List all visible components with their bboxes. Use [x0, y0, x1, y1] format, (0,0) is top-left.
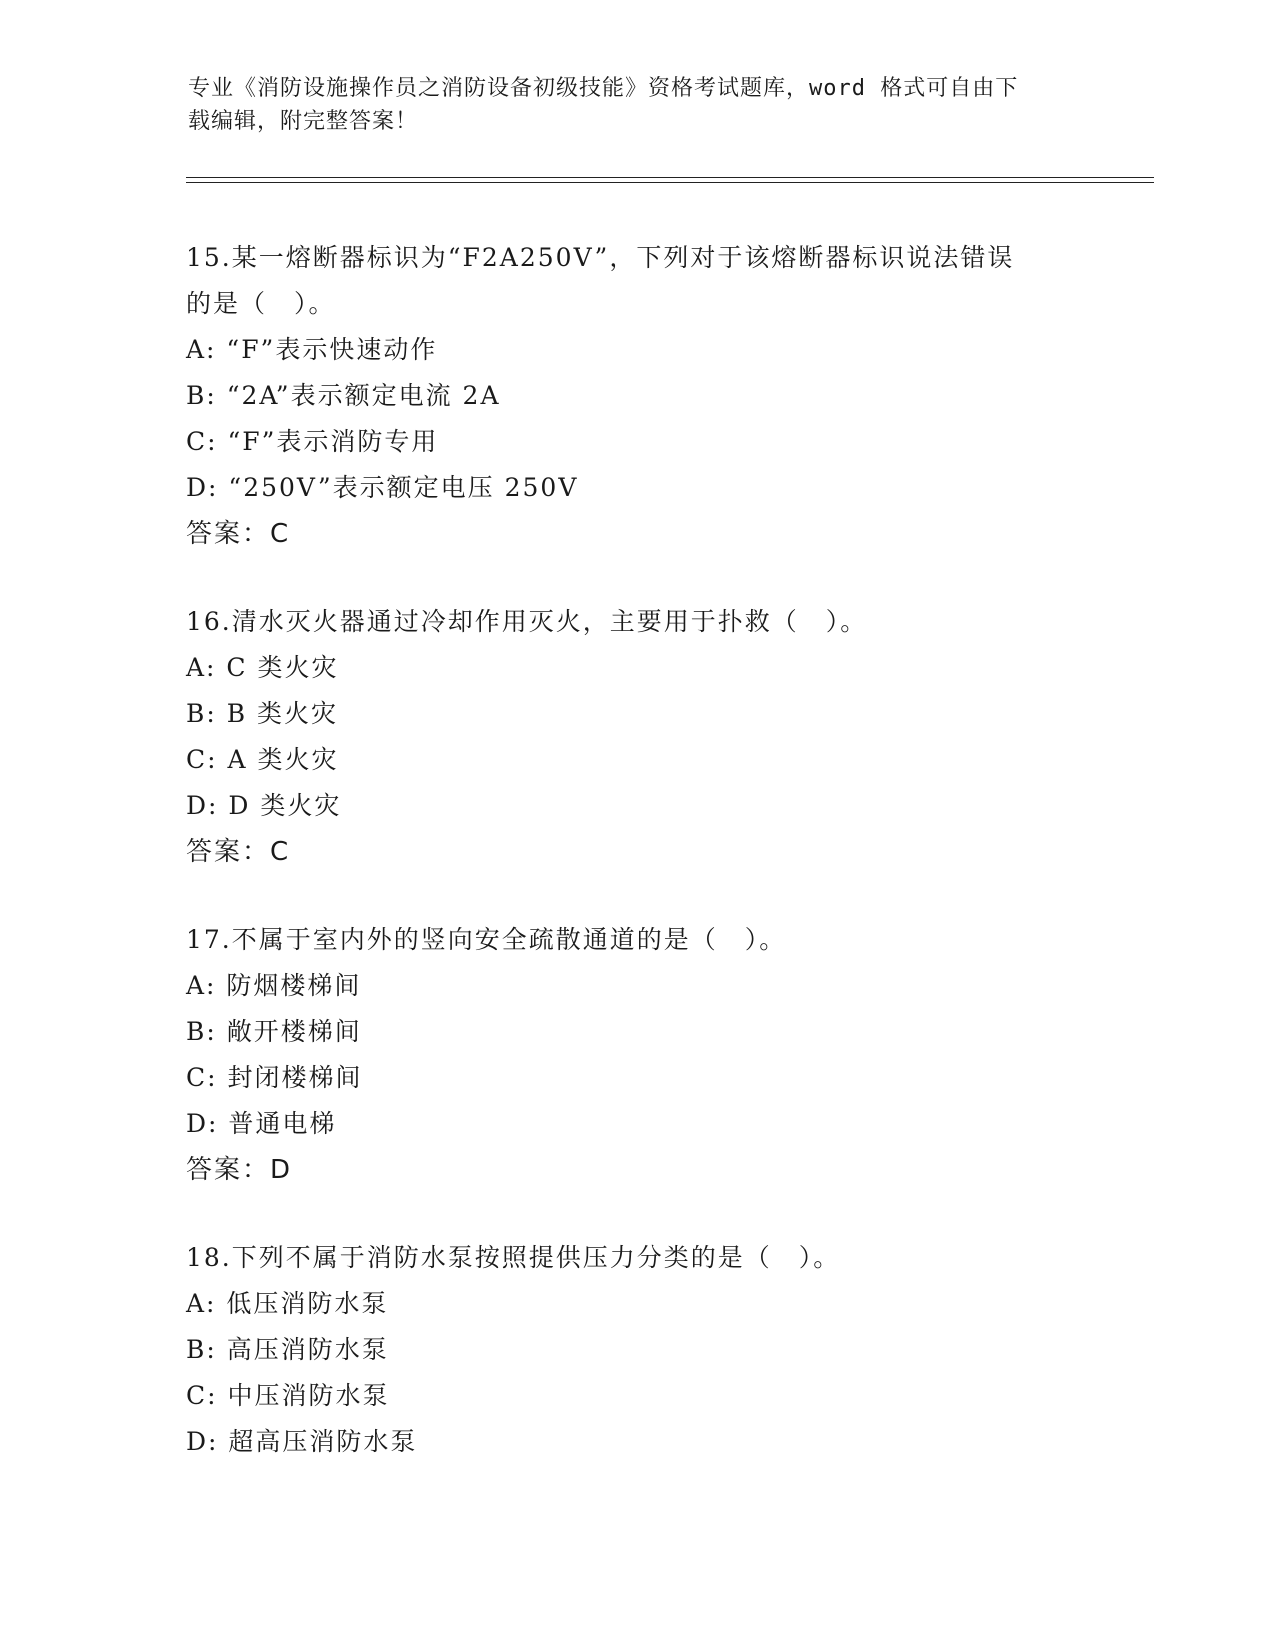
header-divider-top	[186, 177, 1154, 178]
question-stem-line-1: 15.某一熔断器标识为“F2A250V”，下列对于该熔断器标识说法错误	[186, 243, 1015, 272]
header-line-1: 专业《消防设施操作员之消防设备初级技能》资格考试题库，word 格式可自由下	[188, 76, 1019, 101]
option-b: B: 高压消防水泵	[186, 1335, 389, 1364]
answer-label: 答案：	[186, 1155, 271, 1185]
option-c: C: 封闭楼梯间	[186, 1063, 363, 1092]
option-a: A: 防烟楼梯间	[186, 971, 362, 1000]
option-c: C: A 类火灾	[186, 745, 339, 774]
question-15	[186, 235, 1116, 557]
option-d: D: 超高压消防水泵	[186, 1427, 418, 1456]
option-d: D: “250V”表示额定电压 250V	[186, 473, 579, 502]
question-stem: 17.不属于室内外的竖向安全疏散通道的是（ ）。	[186, 925, 787, 954]
option-c: C: “F”表示消防专用	[186, 427, 439, 456]
question-17	[186, 917, 1116, 1193]
option-b: B: 敞开楼梯间	[186, 1017, 362, 1046]
question-list	[186, 235, 1116, 1465]
answer-label: 答案：	[186, 519, 271, 549]
document-header	[188, 72, 1068, 138]
header-line-2: 载编辑，附完整答案！	[188, 109, 419, 134]
answer-line	[186, 829, 1116, 875]
question-stem-line-2: 的是（ ）。	[186, 289, 336, 318]
question-18	[186, 1235, 1116, 1465]
option-b: B: B 类火灾	[186, 699, 339, 728]
question-stem	[186, 235, 1116, 327]
option-b: B: “2A”表示额定电流 2A	[186, 381, 501, 410]
question-stem: 18.下列不属于消防水泵按照提供压力分类的是（ ）。	[186, 1243, 841, 1272]
option-d: D: 普通电梯	[186, 1109, 337, 1138]
answer-label: 答案：	[186, 837, 271, 867]
option-a: A: 低压消防水泵	[186, 1289, 389, 1318]
question-stem: 16.清水灭火器通过冷却作用灭火，主要用于扑救（ ）。	[186, 607, 868, 636]
option-a: A: “F”表示快速动作	[186, 335, 438, 364]
header-divider-bottom	[186, 182, 1154, 183]
answer-value: C	[270, 837, 290, 867]
answer-value: C	[270, 519, 290, 549]
answer-line	[186, 511, 1116, 557]
question-16	[186, 599, 1116, 875]
answer-value: D	[270, 1155, 292, 1185]
option-d: D: D 类火灾	[186, 791, 342, 820]
answer-line	[186, 1147, 1116, 1193]
option-a: A: C 类火灾	[186, 653, 339, 682]
option-c: C: 中压消防水泵	[186, 1381, 390, 1410]
